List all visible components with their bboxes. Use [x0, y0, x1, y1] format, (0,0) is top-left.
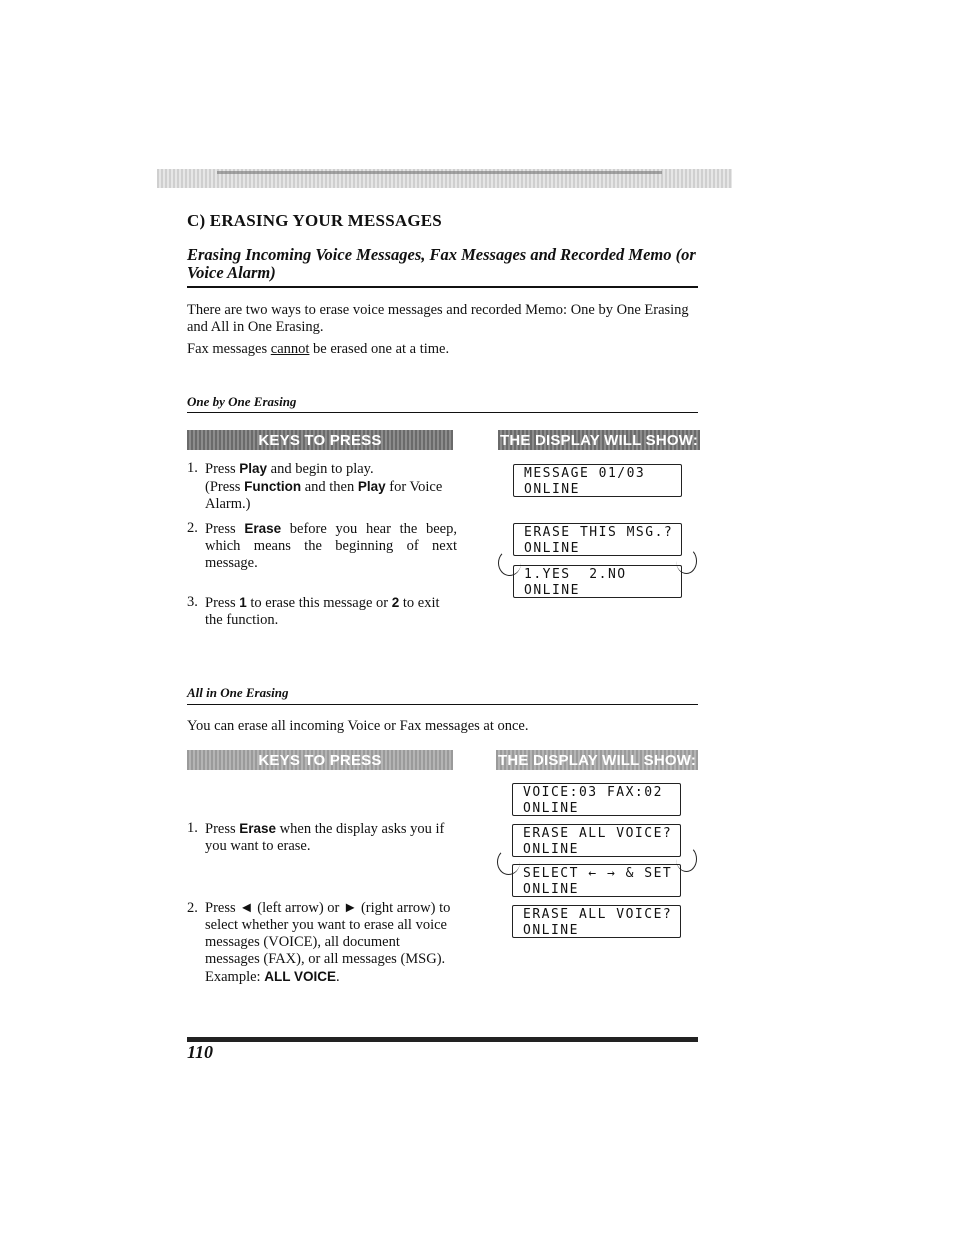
subtitle-rule	[187, 286, 698, 288]
step-text	[205, 594, 457, 629]
step-text-part: Press	[205, 461, 240, 477]
lcd-line-2: ONLINE	[524, 583, 580, 598]
intro-line-2-cannot: cannot	[270, 341, 310, 357]
top-decorative-band	[157, 169, 732, 188]
lcd-line-1: ERASE ALL VOICE?	[523, 826, 673, 841]
lcd-display	[512, 824, 681, 857]
right-arrow-icon: ►	[342, 900, 358, 916]
alternate-right-arc-icon	[676, 846, 697, 872]
step-number: 3.	[187, 594, 198, 610]
step-text	[205, 820, 457, 855]
footer-bar	[187, 1037, 698, 1042]
lcd-line-2: ONLINE	[524, 482, 580, 497]
lcd-display	[513, 464, 682, 497]
one-by-one-rule	[187, 412, 698, 413]
step-text-part: before you hear the beep, which means the beginning of next message.	[205, 521, 457, 571]
lcd-line-2: ONLINE	[524, 541, 580, 556]
step-text-part: (Press	[205, 479, 245, 495]
lcd-display	[512, 783, 681, 816]
step-2	[187, 900, 457, 986]
all-voice-example: ALL VOICE	[264, 969, 336, 984]
lcd-line-2: ONLINE	[523, 882, 579, 897]
step-number: 1.	[187, 460, 198, 476]
step-text-part: for Voice Alarm.)	[205, 479, 443, 512]
step-3	[187, 594, 457, 629]
step-text	[205, 520, 457, 572]
lcd-line-1: VOICE:03 FAX:02	[523, 785, 663, 800]
lcd-line-1: SELECT ← → & SET	[523, 866, 673, 881]
function-key: Function	[244, 479, 302, 494]
alternate-left-arc-icon	[498, 550, 521, 576]
step-text-part: and begin to play.	[267, 461, 374, 477]
all-in-one-intro: You can erase all incoming Voice or Fax messages at once.	[187, 718, 529, 734]
lcd-line-1: ERASE THIS MSG.?	[524, 525, 674, 540]
play-key: Play	[239, 461, 268, 476]
erase-key: Erase	[244, 521, 282, 536]
display-will-show-banner: THE DISPLAY WILL SHOW:	[497, 751, 697, 769]
step-1	[187, 820, 457, 855]
step-text-part: (right arrow) to select whether you want to erase all voice messages (VOICE), all document messages (FAX), or all messages (MSG). Example:	[205, 900, 451, 985]
lcd-line-1: ERASE ALL VOICE?	[523, 907, 673, 922]
lcd-display	[513, 523, 682, 556]
all-in-one-step-1	[187, 820, 457, 862]
play-key: Play	[357, 479, 386, 494]
section-title: C) ERASING YOUR MESSAGES	[187, 211, 442, 230]
step-2	[187, 520, 457, 572]
step-text-part: and then	[301, 479, 358, 495]
key-2: 2	[391, 595, 400, 610]
lcd-display	[512, 905, 681, 938]
lcd-line-2: ONLINE	[523, 801, 579, 816]
step-number: 1.	[187, 820, 198, 836]
lcd-line-1: MESSAGE 01/03	[524, 466, 646, 481]
step-text-part: Press	[205, 521, 245, 537]
lcd-display	[513, 565, 682, 598]
all-in-one-rule	[187, 704, 698, 705]
erase-key: Erase	[239, 821, 277, 836]
step-number: 2.	[187, 900, 198, 916]
page-number: 110	[187, 1042, 214, 1062]
intro-line-1: There are two ways to erase voice messages and recorded Memo: One by One Erasing and All in One Erasing.	[187, 302, 689, 335]
step-text-part: to exit the function.	[205, 595, 440, 628]
one-by-one-steps	[187, 460, 457, 636]
step-text-part: Press	[205, 821, 240, 837]
step-text-part: when the display asks you if you want to erase.	[205, 821, 445, 854]
keys-to-press-banner: KEYS TO PRESS	[187, 750, 453, 770]
alternate-left-arc-icon	[497, 849, 520, 875]
keys-to-press-banner: KEYS TO PRESS	[187, 430, 453, 450]
step-text-part: to erase this message or	[246, 595, 392, 611]
left-arrow-icon: ◄	[239, 900, 254, 916]
one-by-one-heading: One by One Erasing	[187, 394, 297, 409]
alternate-right-arc-icon	[676, 548, 697, 574]
display-will-show-banner: THE DISPLAY WILL SHOW:	[499, 431, 699, 449]
step-1	[187, 460, 457, 513]
intro-line-2	[187, 341, 702, 358]
step-text-part: Press	[205, 900, 240, 916]
step-text	[205, 900, 457, 986]
step-number: 2.	[187, 520, 198, 536]
step-text	[205, 460, 457, 513]
lcd-display	[512, 864, 681, 897]
key-1: 1	[239, 595, 247, 610]
all-in-one-heading: All in One Erasing	[187, 685, 289, 700]
lcd-line-2: ONLINE	[523, 923, 579, 938]
step-text-part: Press	[205, 595, 240, 611]
intro-paragraph	[187, 302, 702, 358]
lcd-line-1: 1.YES 2.NO	[524, 567, 627, 582]
intro-line-2-c: be erased one at a time.	[309, 341, 450, 357]
lcd-line-2: ONLINE	[523, 842, 579, 857]
all-in-one-step-2	[187, 900, 457, 993]
step-text-part: (left arrow) or	[253, 900, 343, 916]
step-text-part: .	[335, 969, 340, 985]
intro-line-2-a: Fax messages	[187, 341, 271, 357]
subtitle: Erasing Incoming Voice Messages, Fax Messages and Recorded Memo (or Voice Alarm)	[187, 245, 696, 282]
